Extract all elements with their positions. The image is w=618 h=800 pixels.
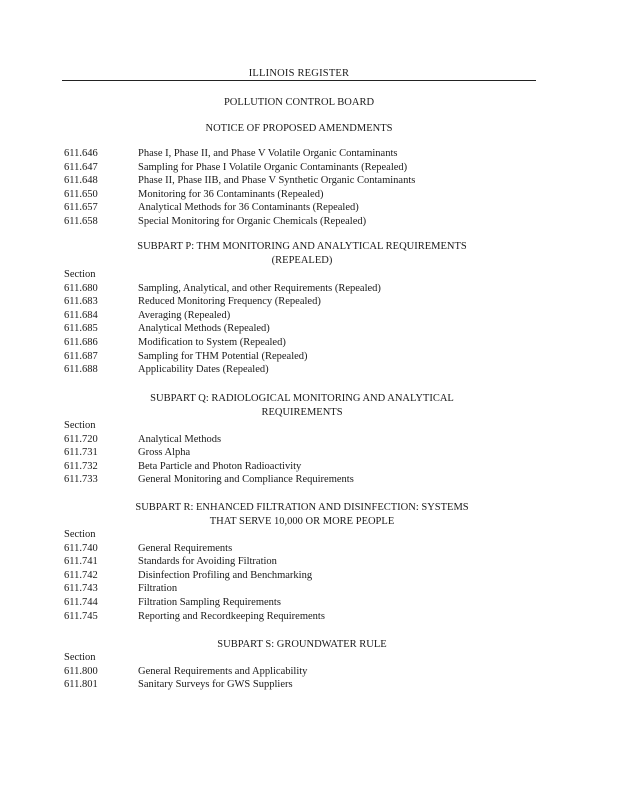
- section-title: General Requirements: [138, 542, 233, 554]
- list-item: [64, 350, 544, 364]
- section-number: 611.741: [64, 556, 98, 568]
- section-title: Analytical Methods: [138, 433, 222, 445]
- subpart-p-section-list: [64, 268, 544, 377]
- section-number: 611.647: [64, 161, 98, 173]
- list-item: [64, 161, 544, 175]
- list-item: [64, 309, 544, 323]
- list-item: [64, 201, 544, 215]
- section-title: Phase I, Phase II, and Phase V Volatile Organic Contaminants: [138, 148, 398, 159]
- section-label: Section: [64, 420, 96, 431]
- list-item: [64, 569, 544, 583]
- section-number: 611.683: [64, 296, 98, 308]
- section-number: 611.801: [64, 679, 98, 691]
- section-label: Section: [64, 652, 96, 663]
- subpart-q-section-list: [64, 419, 544, 487]
- subpart-heading-line: THAT SERVE 10,000 OR MORE PEOPLE: [209, 515, 395, 527]
- subpart-p-heading: [116, 240, 488, 267]
- section-title: Reduced Monitoring Frequency (Repealed): [138, 296, 321, 308]
- section-title: Analytical Methods (Repealed): [138, 323, 270, 335]
- section-number: 611.731: [64, 447, 98, 459]
- section-number: 611.745: [64, 610, 98, 622]
- section-title: Sampling for Phase I Volatile Organic Contaminants (Repealed): [138, 161, 408, 173]
- section-number: 611.688: [64, 364, 98, 376]
- agency-title: POLLUTION CONTROL BOARD: [223, 97, 375, 108]
- subpart-s-heading: [116, 638, 488, 652]
- list-item: [64, 282, 544, 296]
- section-number: 611.685: [64, 323, 98, 335]
- section-number: 611.732: [64, 460, 98, 472]
- subpart-heading-line: SUBPART Q: RADIOLOGICAL MONITORING AND ANALYTICAL: [150, 393, 454, 404]
- subpart-heading-line: SUBPART S: GROUNDWATER RULE: [217, 639, 387, 650]
- section-number: 611.686: [64, 336, 98, 348]
- section-number: 611.742: [64, 569, 98, 581]
- register-title: ILLINOIS REGISTER: [248, 68, 350, 79]
- notice-title: NOTICE OF PROPOSED AMENDMENTS: [205, 123, 393, 134]
- section-title: Filtration Sampling Requirements: [138, 596, 281, 608]
- section-title: General Requirements and Applicability: [138, 665, 308, 677]
- list-item: [64, 215, 544, 229]
- section-title: Analytical Methods for 36 Contaminants (Repealed): [138, 202, 359, 214]
- section-number: 611.740: [64, 542, 98, 554]
- subpart-heading-line: (REPEALED): [271, 254, 333, 266]
- list-item: [64, 555, 544, 569]
- section-number: 611.743: [64, 583, 98, 595]
- section-number: 611.658: [64, 215, 98, 227]
- subpart-heading-line: REQUIREMENTS: [261, 406, 343, 418]
- header-rule: [62, 80, 536, 81]
- section-title: Filtration: [138, 583, 178, 595]
- section-title: Monitoring for 36 Contaminants (Repealed): [138, 188, 324, 200]
- section-number: 611.646: [64, 148, 98, 159]
- section-label: Section: [64, 269, 96, 280]
- section-title: Standards for Avoiding Filtration: [138, 556, 277, 568]
- subpart-q-heading: [116, 392, 488, 419]
- list-item: [64, 446, 544, 460]
- list-item: [64, 363, 544, 377]
- subpart-heading-line: SUBPART P: THM MONITORING AND ANALYTICAL REQUIREMENTS: [137, 241, 467, 252]
- section-title: Sampling, Analytical, and other Requirements (Repealed): [138, 282, 381, 294]
- subpart-heading-line: SUBPART R: ENHANCED FILTRATION AND DISINFECTION: SYSTEMS: [135, 502, 469, 513]
- section-title: Special Monitoring for Organic Chemicals (Repealed): [138, 215, 367, 227]
- list-item: [64, 542, 544, 556]
- section-number: 611.648: [64, 175, 98, 187]
- list-item: [64, 665, 544, 679]
- list-item: [64, 322, 544, 336]
- section-title: Beta Particle and Photon Radioactivity: [138, 460, 302, 472]
- section-number: 611.680: [64, 282, 98, 294]
- section-number: 611.733: [64, 474, 98, 486]
- subpart-r-heading: [100, 501, 504, 528]
- section-title: Modification to System (Repealed): [138, 336, 286, 348]
- list-item: [64, 473, 544, 487]
- section-number: 611.720: [64, 433, 98, 445]
- section-number: 611.744: [64, 596, 98, 608]
- section-title: Phase II, Phase IIB, and Phase V Synthetic Organic Contaminants: [138, 175, 416, 187]
- section-number: 611.800: [64, 665, 98, 677]
- list-item: [64, 433, 544, 447]
- subpart-s-section-list: [64, 651, 544, 692]
- list-item: [64, 678, 544, 692]
- section-title: Sanitary Surveys for GWS Suppliers: [138, 679, 293, 691]
- list-item: [64, 174, 544, 188]
- list-item: [64, 610, 544, 624]
- section-title: Disinfection Profiling and Benchmarking: [138, 569, 313, 581]
- section-number: 611.684: [64, 309, 98, 321]
- list-item: [64, 188, 544, 202]
- section-title: General Monitoring and Compliance Requirements: [138, 474, 354, 486]
- list-item: [64, 582, 544, 596]
- list-item: [64, 596, 544, 610]
- subpart-r-section-list: [64, 528, 544, 623]
- section-title: Reporting and Recordkeeping Requirements: [138, 610, 325, 622]
- section-title: Gross Alpha: [138, 447, 191, 459]
- section-number: 611.650: [64, 188, 98, 200]
- section-number: 611.657: [64, 202, 98, 214]
- section-title: Applicability Dates (Repealed): [138, 364, 269, 376]
- section-number: 611.687: [64, 350, 98, 362]
- section-label: Section: [64, 529, 96, 540]
- list-item: [64, 460, 544, 474]
- list-item: [64, 336, 544, 350]
- section-title: Sampling for THM Potential (Repealed): [138, 350, 308, 362]
- list-item: [64, 147, 544, 161]
- list-item: [64, 295, 544, 309]
- section-title: Averaging (Repealed): [138, 309, 231, 321]
- intro-section-list: [64, 147, 544, 229]
